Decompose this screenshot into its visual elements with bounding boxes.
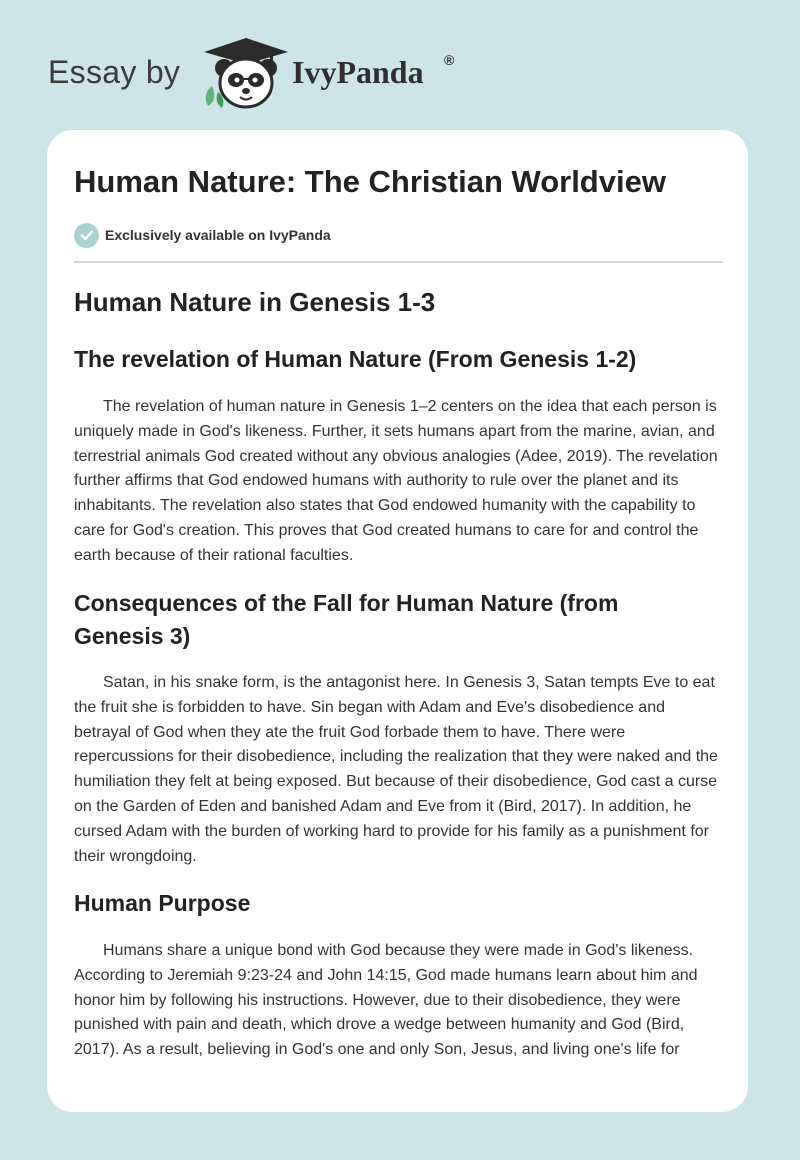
subsection-heading-purpose: Human Purpose xyxy=(74,890,251,916)
brand-name[interactable]: IvyPanda xyxy=(292,54,424,90)
article-title: Human Nature: The Christian Worldview xyxy=(74,164,666,199)
section-heading: Human Nature in Genesis 1-3 xyxy=(74,287,436,317)
registered-mark: ® xyxy=(444,52,455,68)
article-card xyxy=(47,130,748,1112)
exclusive-badge xyxy=(74,222,331,248)
brand-header xyxy=(48,36,508,110)
paragraph-revelation: The revelation of human nature in Genesis 1–2 centers on the idea that each person is uniquely made in God's likeness. Further, it sets humans apart from the marine, avian, and terrestrial animals God created without any obvious analogies (Adee, 2019). The revelation further affirms that God endowed humans with authority to rule over the planet and its inhabitants. The revelation also states that God endowed humanity with the capability to care for God's creation. This proves that God created humans to care for and control the earth because of their rational faculties. xyxy=(74,398,718,564)
paragraph-purpose: Humans share a unique bond with God because they were made in God's likeness. According to Jeremiah 9:23-24 and John 14:15, God made humans learn about him and honor him by following his instructions. However, due to their disobedience, they were punished with pain and death, which drove a wedge between humanity and God (Bird, 2017). As a result, believing in God's one and only Son, Jesus, and living one's life for xyxy=(74,942,698,1059)
title-divider xyxy=(74,261,723,263)
paragraph-fall: Satan, in his snake form, is the antagonist here. In Genesis 3, Satan tempts Eve to eat the fruit she is forbidden to have. Sin began with Adam and Eve's disobedience and betrayal of God when they ate the fruit God forbade them to have. There were repercussions for their disobedience, including the realization that they were naked and the humiliation they felt at being exposed. But because of their disobedience, God cast a curse on the Garden of Eden and banished Adam and Eve from it (Bird, 2017). In addition, he cursed Adam with the burden of working hard to provide for his family as a punishment for their wrongdoing. xyxy=(74,674,718,865)
check-icon xyxy=(74,223,99,248)
subsection-heading-fall: Consequences of the Fall for Human Nature (from Genesis 3) xyxy=(74,590,619,649)
exclusive-badge-text: Exclusively available on IvyPanda xyxy=(105,227,331,243)
brand-prefix: Essay by xyxy=(48,54,181,90)
subsection-heading-revelation: The revelation of Human Nature (From Genesis 1-2) xyxy=(74,346,637,372)
panda-graduate-icon[interactable] xyxy=(198,36,294,110)
